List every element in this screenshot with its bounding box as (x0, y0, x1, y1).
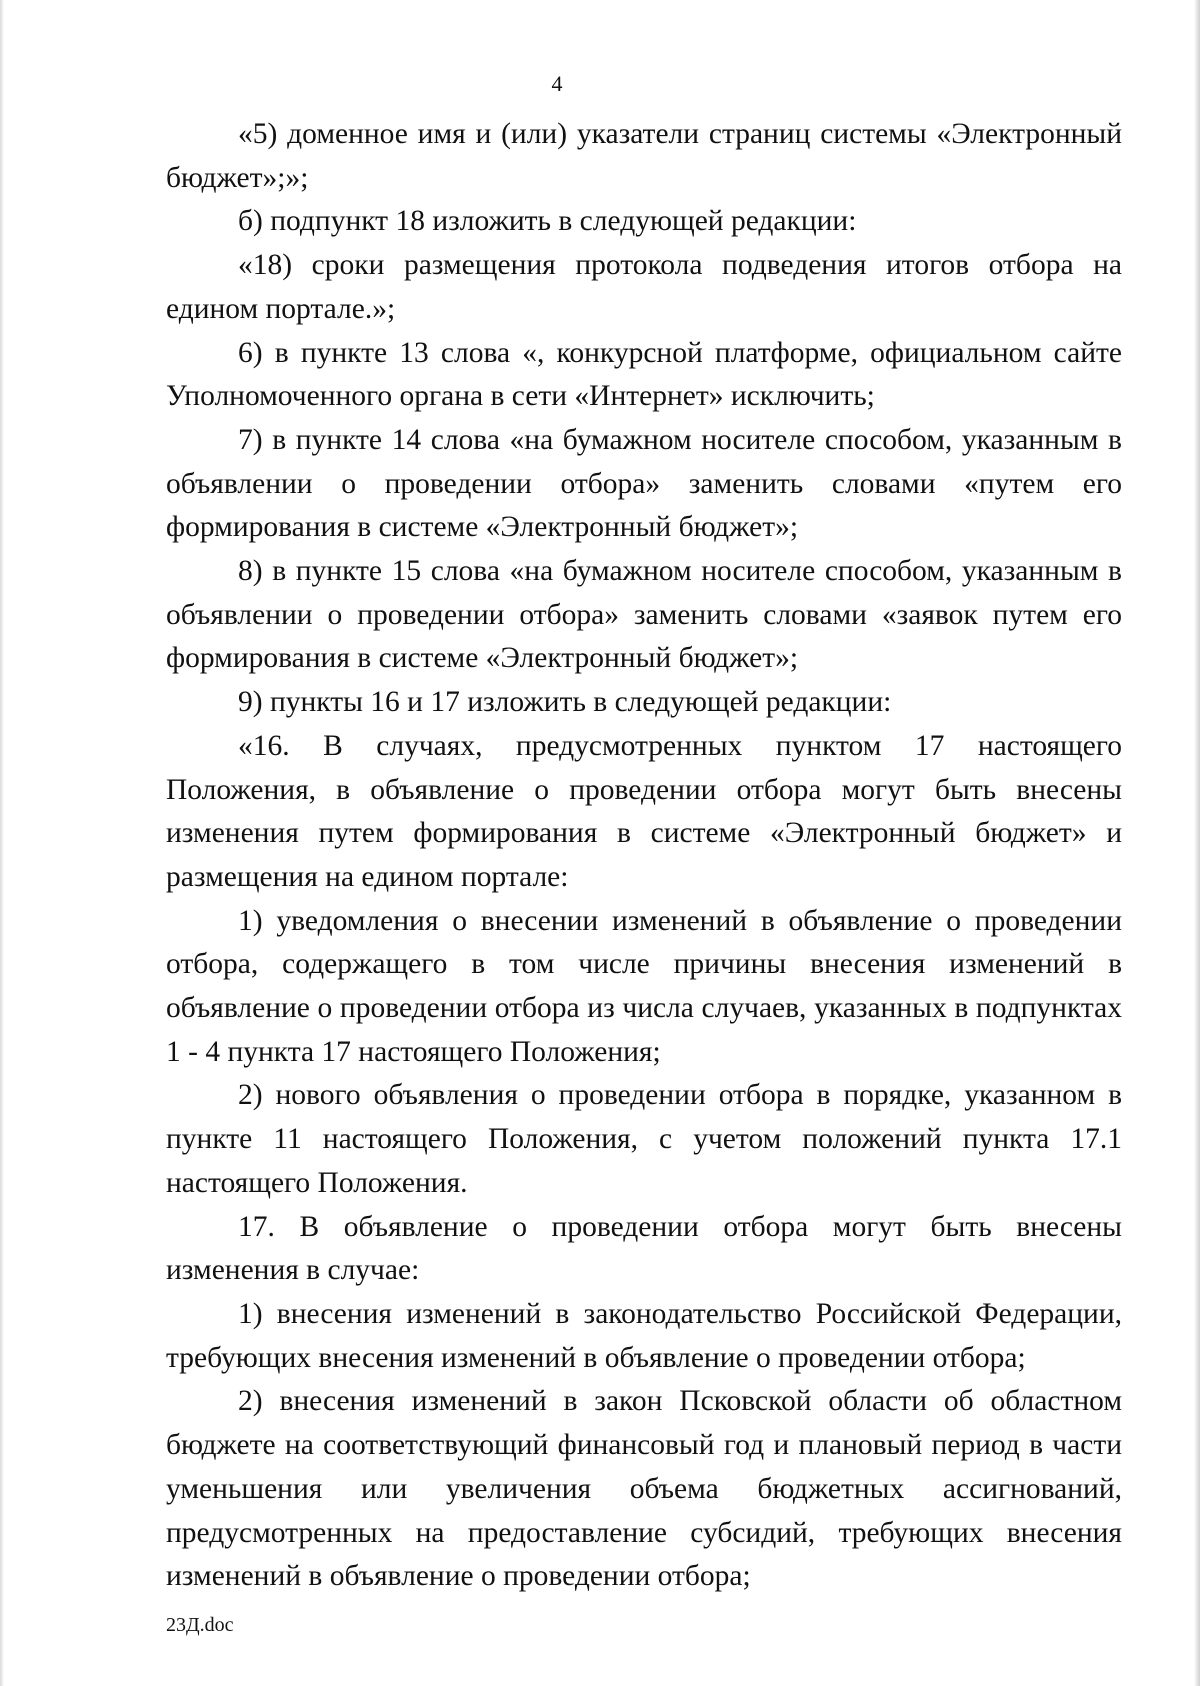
file-name-footer: 23Д.doc (166, 1614, 234, 1636)
paragraph: 8) в пункте 15 слова «на бумажном носителе способом, указанным в объявлении о проведении отбора» заменить словами «заявок путем его формирования в системе «Электронный бюджет»; (166, 555, 1122, 675)
scan-edge-right (1194, 0, 1200, 1686)
document-body (166, 113, 1122, 1599)
paragraph: 1) внесения изменений в законодательство Российской Федерации, требующих внесения изменений в объявление о проведении отбора; (166, 1297, 1122, 1374)
page-number: 4 (551, 71, 563, 96)
paragraph: «18) сроки размещения протокола подведения итогов отбора на едином портале.»; (166, 249, 1122, 325)
paragraph: 2) нового объявления о проведении отбора в порядке, указанном в пункте 11 настоящего Положения, с учетом положений пункта 17.1 настоящего Положения. (166, 1079, 1122, 1199)
paragraph: 17. В объявление о проведении отбора могут быть внесены изменения в случае: (166, 1210, 1122, 1287)
paragraph: «16. В случаях, предусмотренных пунктом 17 настоящего Положения, в объявление о проведении отбора могут быть внесены изменения путем формирования в системе «Электронный бюджет» и размещения на едином портале: (166, 729, 1122, 893)
paragraph: 1) уведомления о внесении изменений в объявление о проведении отбора, содержащего в том числе причины внесения изменений в объявление о проведении отбора из числа случаев, указанных в подпунктах 1 - 4 пункта 17 настоящего Положения; (166, 904, 1122, 1068)
paragraph: 2) внесения изменений в закон Псковской области об областном бюджете на соответствующий финансовый год и плановый период в части уменьшения или увеличения объема бюджетных ассигнований, предусмотренных на предоставление субсидий, требующих внесения изменений в объявление о проведении отбора; (166, 1385, 1122, 1593)
paragraph: «5) доменное имя и (или) указатели страниц системы «Электронный бюджет»;»; (166, 118, 1122, 194)
paragraph: 9) пункты 16 и 17 изложить в следующей редакции: (238, 686, 892, 719)
scan-edge-left (0, 0, 4, 1686)
paragraph: б) подпункт 18 изложить в следующей редакции: (238, 205, 857, 238)
paragraph: 7) в пункте 14 слова «на бумажном носителе способом, указанным в объявлении о проведении отбора» заменить словами «путем его формирования в системе «Электронный бюджет»; (166, 423, 1122, 544)
paragraph: 6) в пункте 13 слова «, конкурсной платформе, официальном сайте Уполномоченного органа в сети «Интернет» исключить; (166, 336, 1122, 413)
